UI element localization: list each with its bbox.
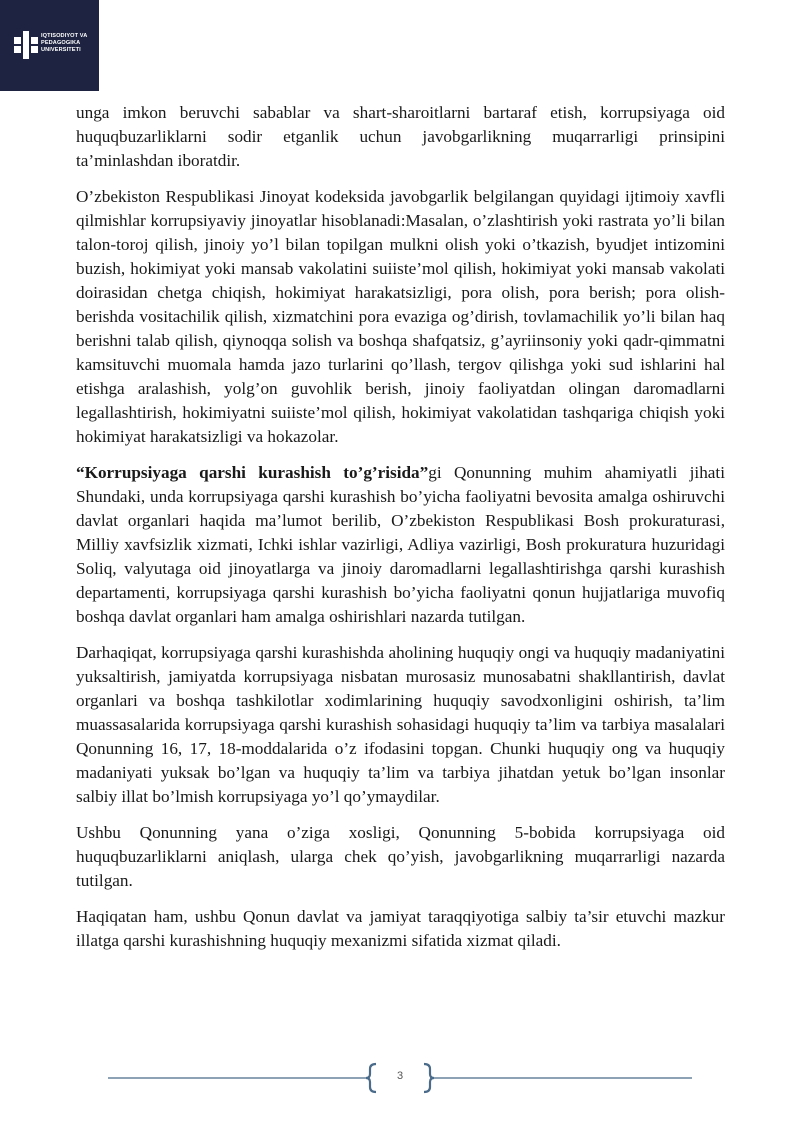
paragraph-text: Haqiqatan ham, ushbu Qonun davlat va jamiyat taraqqiyotiga salbiy ta’sir etuvchi mazkur illatga qarshi kurashishning huquqiy mexanizmi sifatida xizmat qiladi. (76, 907, 725, 950)
university-logo (0, 0, 99, 91)
paragraph (76, 905, 725, 953)
paragraph-text: O’zbekiston Respublikasi Jinoyat kodeksida javobgarlik belgilangan quyidagi ijtimoiy xavfli qilmishlar korrupsiyaviy jinoyatlar hisoblanadi:Masalan, o’zlashtirish yoki rastrata yo’li bilan talon-toroj qilish, jinoiy yo’l bilan topilgan mulkni olish yoki o’tkazish, byudjet intizomini buzish, hokimiyat yoki mansab vakolatini suiiste’mol qilish, hokimiyat yoki mansab vakolati doirasidan chetga chiqish, hokimiyat harakatsizligi, pora olish, pora berish; pora olish-berishda vositachilik qilish, xizmatchini pora evaziga og’dirish, tovlamachilik yo’li bilan haq berishni talab qilish, qiynoqqa solish va boshqa shafqatsiz, g’ayriinsoniy yoki qadr-qimmatni kamsituvchi muomala hamda jazo turlarini qo’llash, tergov qilishga yoki sud ishlarini hal etishga aralashish, yolg’on guvohlik berish, jinoiy faoliyatdan olingan daromadlarni legallashtirish, hokimiyatni suiiste’mol qilish, hokimiyat vakolatidan tashqariga chiqish yoki hokimiyat harakatsizligi va hokazolar. (76, 187, 725, 446)
document-body (76, 101, 725, 965)
page-number: 3 (396, 1070, 404, 1082)
right-brace-icon (424, 1064, 434, 1092)
logo-line: IQTISODIYOT VA (41, 33, 88, 39)
university-emblem-icon (14, 31, 38, 59)
paragraph (76, 821, 725, 893)
paragraph (76, 101, 725, 173)
logo-wordmark (41, 33, 97, 54)
paragraph-text: Darhaqiqat, korrupsiyaga qarshi kurashishda aholining huquqiy ongi va huquqiy madaniyatini yuksaltirish, jamiyatda korrupsiyaga nisbatan murosasiz munosabatni shakllantirish, davlat organlari va boshqa tashkilotlar xodimlarining huquqiy savodxonligini oshirish, ta’lim muassasalarida korrupsiyaga qarshi kurashish sohasidagi huquqiy ta’lim va tarbiya masalalari Qonunning 16, 17, 18-moddalarida o’z ifodasini topgan. Chunki huquqiy ong va huquqiy madaniyati yuksak bo’lgan va huquqiy ta’lim va tarbiya jihatdan yetuk bo’lgan insonlar salbiy illat bo’lmish korrupsiyaga yo’l qo’ymaydilar. (76, 643, 725, 806)
left-brace-icon (366, 1064, 376, 1092)
paragraph-text: gi Qonunning muhim ahamiyatli jihati Shundaki, unda korrupsiyaga qarshi kurashish bo’yicha faoliyatni bevosita amalga oshiruvchi davlat organlari haqida ma’lumot berilib, O’zbekiston Respublikasi Bosh prokuraturasi, Milliy xavfsizlik xizmati, Ichki ishlar vazirligi, Adliya vazirligi, Bosh prokuratura huzuridagi Soliq, valyutaga oid jinoyatlarga va jinoiy daromadlarni legallashtirishga qarshi kurashish departamenti, korrupsiyaga qarshi kurashish bo’yicha faoliyatni qonun hujjatlariga muvofiq boshqa davlat organlari ham amalga oshirishlari nazarda tutilgan. (76, 463, 725, 626)
paragraph-text: Ushbu Qonunning yana o’ziga xosligi, Qonunning 5-bobida korrupsiyaga oid huquqbuzarliklarni aniqlash, ularga chek qo’yish, javobgarlikning muqarrarligi nazarda tutilgan. (76, 823, 725, 890)
paragraph-text: unga imkon beruvchi sabablar va shart-sharoitlarni bartaraf etish, korrupsiyaga oid huquqbuzarliklarni sodir etganlik uchun javobgarlikning muqarrarligi prinsipini ta’minlashdan iboratdir. (76, 103, 725, 170)
law-title: “Korrupsiyaga qarshi kurashish to’g’risida” (76, 463, 429, 482)
paragraph (76, 461, 725, 629)
page-footer (0, 1060, 800, 1100)
logo-line: UNIVERSITETI (41, 47, 81, 53)
logo-line: PEDAGOGIKA (41, 40, 81, 46)
paragraph (76, 185, 725, 449)
paragraph (76, 641, 725, 809)
